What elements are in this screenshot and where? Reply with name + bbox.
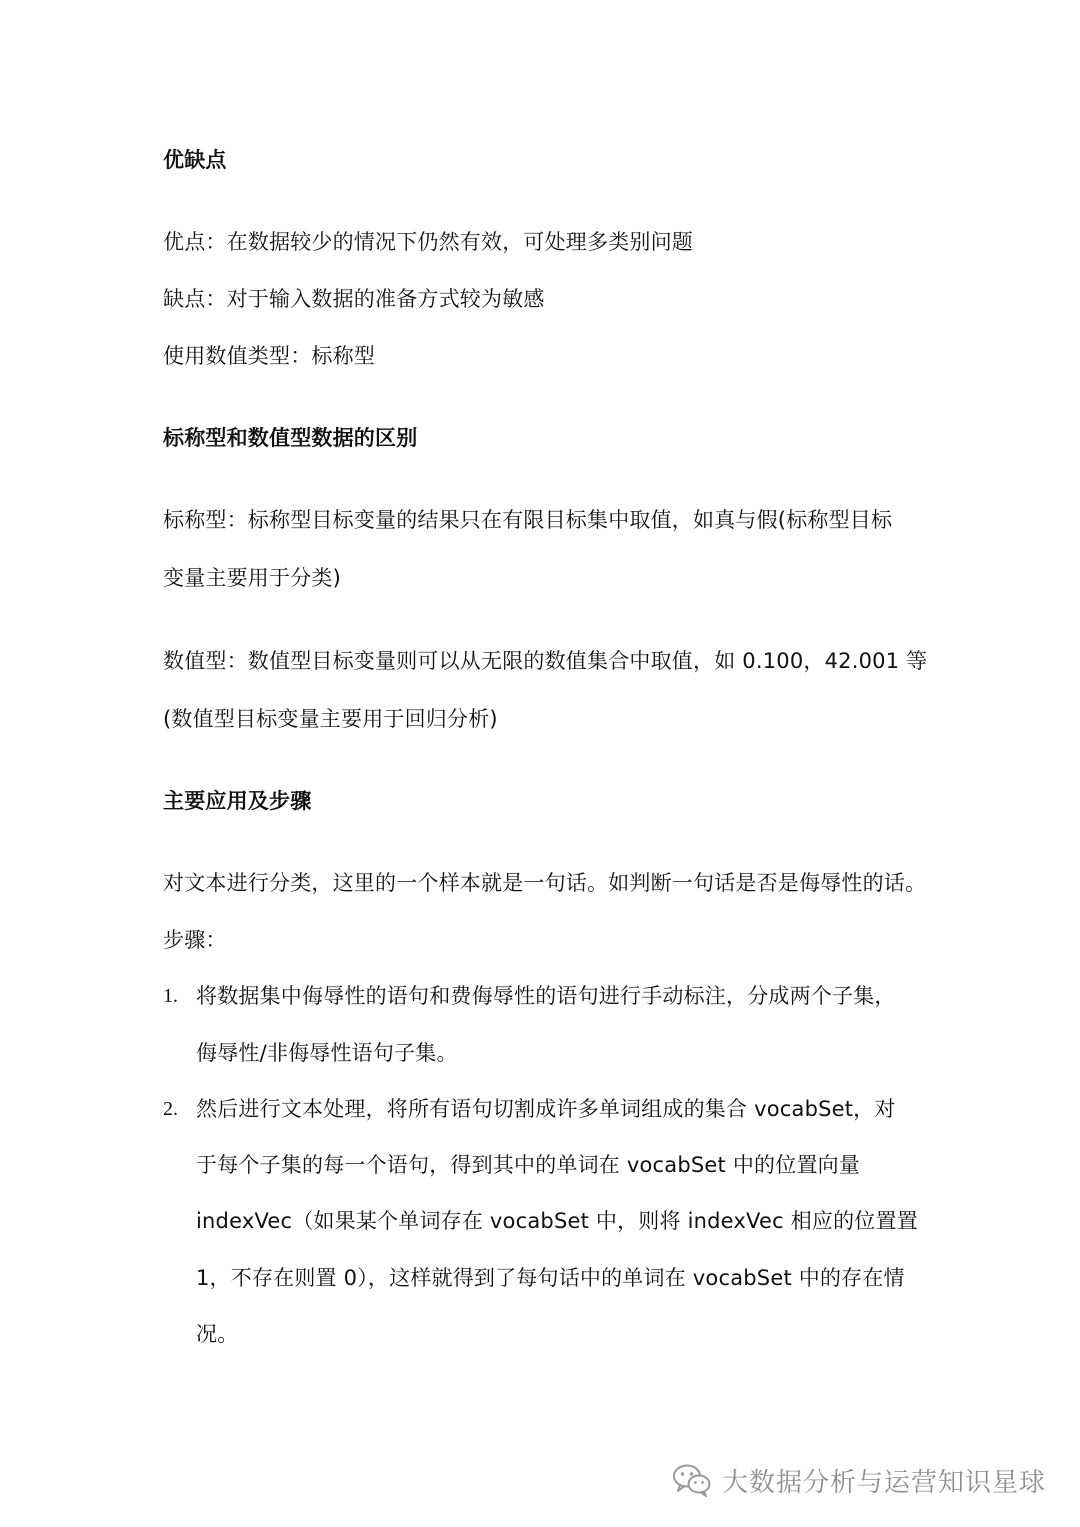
step2-line3: indexVec（如果某个单词存在 vocabSet 中，则将 indexVec 相应的位置置 bbox=[196, 1209, 918, 1233]
pros-text: 优点：在数据较少的情况下仍然有效，可处理多类别问题 bbox=[163, 230, 693, 254]
step2-line5: 况。 bbox=[196, 1322, 239, 1346]
nominal-text-line1: 标称型：标称型目标变量的结果只在有限目标集中取值，如真与假(标称型目标 bbox=[163, 508, 893, 532]
step2-line1: 然后进行文本处理，将所有语句切割成许多单词组成的集合 vocabSet，对 bbox=[196, 1097, 896, 1121]
watermark bbox=[672, 1458, 1046, 1502]
heading-applications: 主要应用及步骤 bbox=[163, 789, 312, 813]
step1-line2: 侮辱性/非侮辱性语句子集。 bbox=[196, 1041, 458, 1065]
step2-number: 2. bbox=[163, 1098, 178, 1120]
wechat-icon bbox=[672, 1463, 712, 1497]
watermark-text: 大数据分析与运营知识星球 bbox=[722, 1467, 1047, 1498]
step2-line4: 1，不存在则置 0），这样就得到了每句话中的单词在 vocabSet 中的存在情 bbox=[196, 1266, 905, 1290]
heading-pros-cons: 优缺点 bbox=[163, 148, 227, 172]
numeric-text-line2: (数值型目标变量主要用于回归分析) bbox=[163, 707, 498, 731]
numeric-text-line1: 数值型：数值型目标变量则可以从无限的数值集合中取值，如 0.100，42.001 等 bbox=[163, 649, 928, 673]
steps-label: 步骤： bbox=[163, 928, 227, 952]
step1-number: 1. bbox=[163, 985, 178, 1007]
step1-line1: 将数据集中侮辱性的语句和费侮辱性的语句进行手动标注，分成两个子集， bbox=[196, 984, 896, 1008]
nominal-text-line2: 变量主要用于分类) bbox=[163, 566, 341, 590]
cons-text: 缺点：对于输入数据的准备方式较为敏感 bbox=[163, 287, 545, 311]
heading-difference: 标称型和数值型数据的区别 bbox=[163, 426, 418, 450]
applications-intro: 对文本进行分类，这里的一个样本就是一句话。如判断一句话是否是侮辱性的话。 bbox=[163, 871, 927, 895]
step2-line2: 于每个子集的每一个语句，得到其中的单词在 vocabSet 中的位置向量 bbox=[196, 1153, 861, 1177]
value-type-text: 使用数值类型：标称型 bbox=[163, 344, 375, 368]
